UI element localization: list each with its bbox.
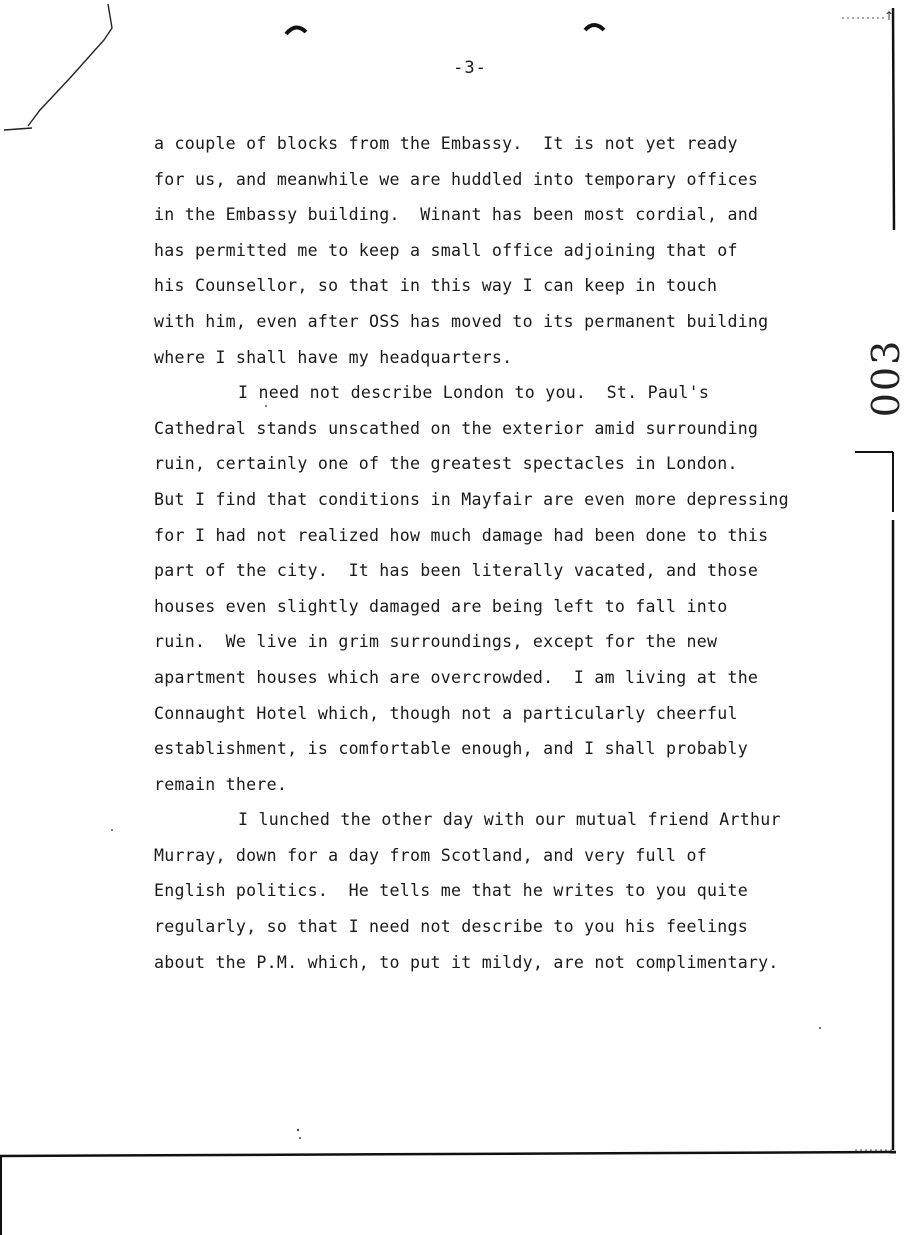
right-margin-bracket xyxy=(855,452,893,512)
text-line: remain there. xyxy=(154,774,288,794)
speck xyxy=(111,829,113,831)
speck xyxy=(299,1137,301,1139)
text-line: houses even slightly damaged are being left to fall into xyxy=(154,596,728,616)
top-right-small-mark: ↑ xyxy=(884,9,895,23)
bottom-edge-line xyxy=(0,1152,896,1156)
text-line: ruin. We live in grim surroundings, except for the new xyxy=(154,632,718,652)
text-line: has permitted me to keep a small office adjoining that of xyxy=(154,240,738,260)
right-edge-line xyxy=(893,8,894,1150)
page-number: -3- xyxy=(453,58,487,78)
text-line: in the Embassy building. Winant has been most cordial, and xyxy=(154,205,759,225)
text-line: Cathedral stands unscathed on the exterior amid surrounding xyxy=(154,418,759,438)
paragraph-start-line: I need not describe London to you. St. Paul's xyxy=(238,383,710,403)
text-line: for us, and meanwhile we are huddled into temporary offices xyxy=(154,169,759,189)
text-line: with him, even after OSS has moved to its permanent building xyxy=(154,311,769,331)
text-line: ruin, certainly one of the greatest spectacles in London. xyxy=(154,454,738,474)
margin-stamp: 003 xyxy=(864,338,908,418)
text-line: a couple of blocks from the Embassy. It is not yet ready xyxy=(154,134,738,153)
text-line: Murray, down for a day from Scotland, and very full of xyxy=(154,845,707,865)
text-line: regularly, so that I need not describe to you his feelings xyxy=(154,917,748,937)
paragraph-start-line: I lunched the other day with our mutual friend Arthur xyxy=(238,810,781,830)
text-line: where I shall have my headquarters. xyxy=(154,347,513,367)
letter-body xyxy=(154,126,844,980)
speck xyxy=(297,1129,299,1131)
text-line: about the P.M. which, to put it mildy, are not complimentary. xyxy=(154,952,779,972)
corner-dash-mark xyxy=(4,128,32,130)
text-line: establishment, is comfortable enough, and I shall probably xyxy=(154,739,748,759)
text-line: part of the city. It has been literally vacated, and those xyxy=(154,561,759,581)
corner-pen-stroke xyxy=(28,4,112,126)
staple-mark-left xyxy=(286,27,306,34)
text-line: his Counsellor, so that in this way I can keep in touch xyxy=(154,276,718,296)
text-line: Connaught Hotel which, though not a particularly cheerful xyxy=(154,703,738,723)
staple-mark-right xyxy=(585,25,604,30)
text-line: apartment houses which are overcrowded. I am living at the xyxy=(154,667,759,687)
text-line: for I had not realized how much damage had been done to this xyxy=(154,525,769,545)
text-line: English politics. He tells me that he writes to you quite xyxy=(154,881,748,901)
text-line: But I find that conditions in Mayfair are even more depressing xyxy=(154,489,789,509)
speck xyxy=(819,1027,821,1029)
